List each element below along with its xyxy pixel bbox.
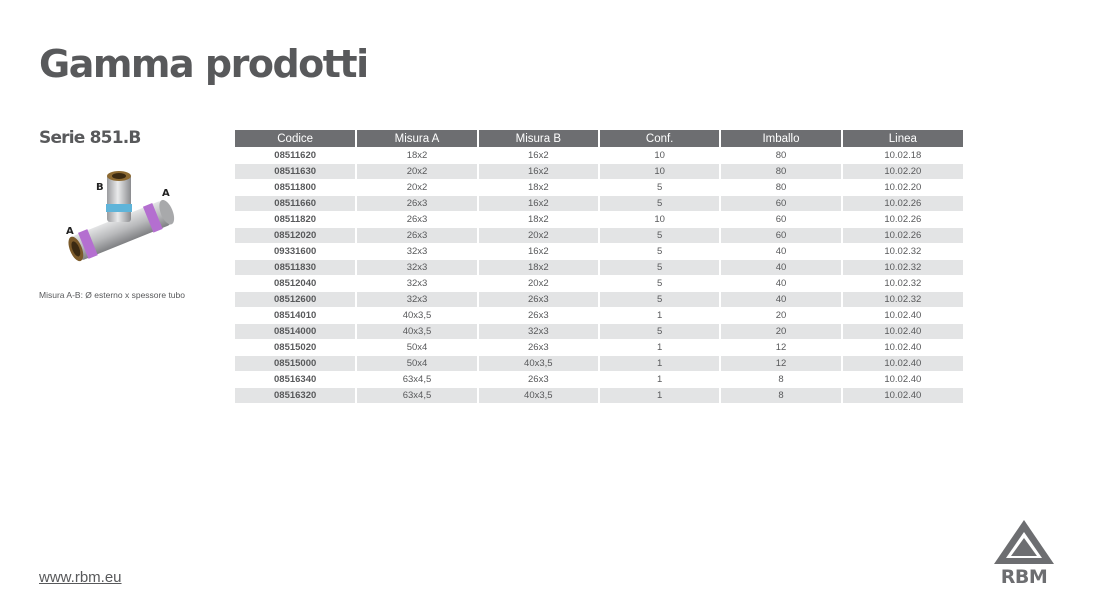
table-cell: 10.02.40: [842, 388, 963, 404]
table-row: [235, 260, 963, 276]
table-cell: 1: [599, 388, 720, 404]
code-cell: 08516340: [235, 372, 356, 388]
table-row: [235, 180, 963, 196]
table-cell: 63x4,5: [356, 388, 477, 404]
code-cell: 08511660: [235, 196, 356, 212]
table-cell: 80: [720, 180, 841, 196]
label-b: B: [96, 182, 104, 193]
code-cell: 08514000: [235, 324, 356, 340]
table-cell: 20: [720, 308, 841, 324]
table-cell: 10.02.40: [842, 372, 963, 388]
table-cell: 5: [599, 228, 720, 244]
table-cell: 40: [720, 244, 841, 260]
table-cell: 50x4: [356, 356, 477, 372]
table-cell: 10.02.32: [842, 292, 963, 308]
label-a-left: A: [66, 226, 74, 237]
table-cell: 20x2: [478, 276, 599, 292]
table-cell: 40x3,5: [356, 308, 477, 324]
table-cell: 5: [599, 196, 720, 212]
table-cell: 8: [720, 388, 841, 404]
table-cell: 40: [720, 276, 841, 292]
table-cell: 63x4,5: [356, 372, 477, 388]
table-cell: 26x3: [356, 212, 477, 228]
table-cell: 60: [720, 228, 841, 244]
table-cell: 18x2: [356, 148, 477, 164]
table-cell: 60: [720, 196, 841, 212]
table-cell: 5: [599, 324, 720, 340]
table-cell: 10.02.20: [842, 180, 963, 196]
table-cell: 5: [599, 292, 720, 308]
code-cell: 08512020: [235, 228, 356, 244]
table-cell: 1: [599, 308, 720, 324]
table-row: [235, 388, 963, 404]
table-cell: 18x2: [478, 260, 599, 276]
column-header: Codice: [235, 130, 356, 148]
table-cell: 26x3: [478, 308, 599, 324]
table-cell: 20: [720, 324, 841, 340]
table-row: [235, 372, 963, 388]
table-cell: 1: [599, 356, 720, 372]
table-cell: 10.02.32: [842, 260, 963, 276]
table-cell: 26x3: [478, 372, 599, 388]
table-row: [235, 164, 963, 180]
code-cell: 08512600: [235, 292, 356, 308]
table-row: [235, 228, 963, 244]
table-cell: 20x2: [478, 228, 599, 244]
table-cell: 10.02.26: [842, 228, 963, 244]
table-cell: 10.02.20: [842, 164, 963, 180]
table-cell: 8: [720, 372, 841, 388]
table-cell: 50x4: [356, 340, 477, 356]
table-cell: 32x3: [356, 276, 477, 292]
product-table: [235, 130, 963, 403]
code-cell: 08511630: [235, 164, 356, 180]
table-row: [235, 244, 963, 260]
website-link[interactable]: www.rbm.eu: [39, 569, 122, 586]
table-cell: 16x2: [478, 164, 599, 180]
table-cell: 1: [599, 372, 720, 388]
series-title: Serie 851.B: [39, 128, 141, 148]
column-header: Misura B: [478, 130, 599, 148]
table-cell: 26x3: [478, 340, 599, 356]
table-cell: 10.02.32: [842, 244, 963, 260]
table-cell: 5: [599, 180, 720, 196]
table-cell: 40x3,5: [478, 356, 599, 372]
table-cell: 18x2: [478, 212, 599, 228]
table-cell: 40: [720, 260, 841, 276]
label-a-right: A: [162, 188, 170, 199]
code-cell: 08511820: [235, 212, 356, 228]
page-title: Gamma prodotti: [39, 42, 368, 86]
code-cell: 08512040: [235, 276, 356, 292]
table-row: [235, 212, 963, 228]
table-cell: 26x3: [356, 196, 477, 212]
code-cell: 08511830: [235, 260, 356, 276]
table-cell: 40x3,5: [478, 388, 599, 404]
code-cell: 08515000: [235, 356, 356, 372]
table-row: [235, 308, 963, 324]
table-cell: 1: [599, 340, 720, 356]
size-note: Misura A-B: Ø esterno x spessore tubo: [39, 290, 185, 300]
table-cell: 10.02.40: [842, 324, 963, 340]
table-row: [235, 340, 963, 356]
table-cell: 10.02.26: [842, 196, 963, 212]
table-row: [235, 356, 963, 372]
table-cell: 10.02.40: [842, 340, 963, 356]
column-header: Linea: [842, 130, 963, 148]
table-cell: 10: [599, 212, 720, 228]
tee-fitting-image: [58, 168, 186, 280]
table-cell: 32x3: [356, 244, 477, 260]
column-header: Conf.: [599, 130, 720, 148]
table-cell: 26x3: [356, 228, 477, 244]
code-cell: 08514010: [235, 308, 356, 324]
table-body: [235, 148, 963, 404]
code-cell: 08511800: [235, 180, 356, 196]
code-cell: 08515020: [235, 340, 356, 356]
column-header: Imballo: [720, 130, 841, 148]
table-cell: 26x3: [478, 292, 599, 308]
table-cell: 5: [599, 260, 720, 276]
table-cell: 40x3,5: [356, 324, 477, 340]
table-header-row: [235, 130, 963, 148]
column-header: Misura A: [356, 130, 477, 148]
table-cell: 18x2: [478, 180, 599, 196]
rbm-logo-icon: [992, 518, 1056, 568]
table-cell: 12: [720, 356, 841, 372]
table-cell: 10.02.32: [842, 276, 963, 292]
table-cell: 10.02.18: [842, 148, 963, 164]
table-cell: 40: [720, 292, 841, 308]
code-cell: 09331600: [235, 244, 356, 260]
table-cell: 32x3: [356, 260, 477, 276]
table-cell: 32x3: [356, 292, 477, 308]
table-row: [235, 196, 963, 212]
table-cell: 60: [720, 212, 841, 228]
table-cell: 32x3: [478, 324, 599, 340]
table-cell: 10: [599, 164, 720, 180]
table-cell: 20x2: [356, 164, 477, 180]
table-cell: 5: [599, 244, 720, 260]
rbm-logo: [992, 518, 1056, 592]
table-cell: 20x2: [356, 180, 477, 196]
code-cell: 08516320: [235, 388, 356, 404]
table-row: [235, 276, 963, 292]
table-row: [235, 292, 963, 308]
table-row: [235, 324, 963, 340]
table-cell: 16x2: [478, 148, 599, 164]
code-cell: 08511620: [235, 148, 356, 164]
table-row: [235, 148, 963, 164]
table-cell: 10.02.26: [842, 212, 963, 228]
table-cell: 16x2: [478, 244, 599, 260]
table-cell: 10.02.40: [842, 356, 963, 372]
table-cell: 80: [720, 148, 841, 164]
table-cell: 5: [599, 276, 720, 292]
table-cell: 16x2: [478, 196, 599, 212]
table-cell: 80: [720, 164, 841, 180]
table-cell: 12: [720, 340, 841, 356]
logo-text: RBM: [1000, 566, 1048, 588]
table-cell: 10: [599, 148, 720, 164]
table-cell: 10.02.40: [842, 308, 963, 324]
